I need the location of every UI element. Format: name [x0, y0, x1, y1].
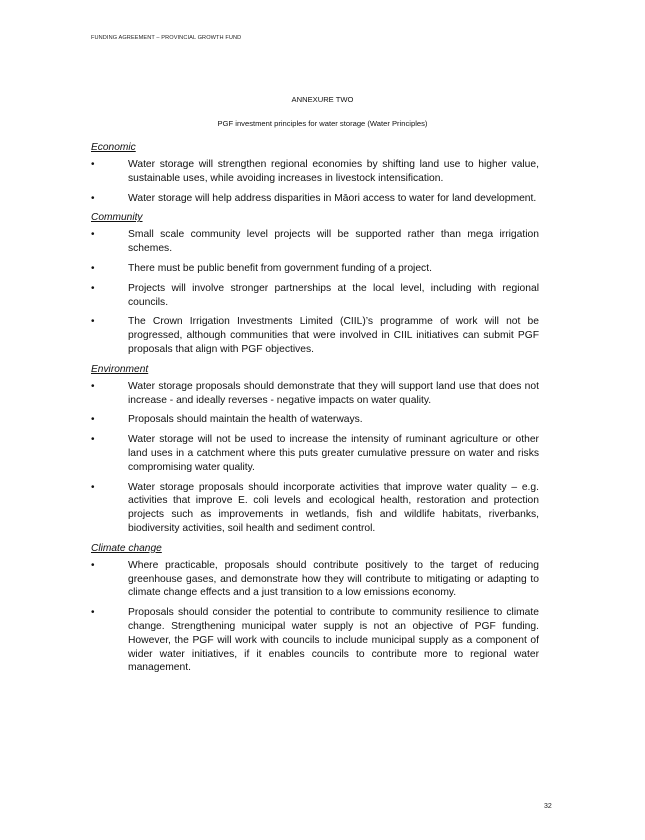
list-item — [91, 413, 539, 427]
bullet-icon: • — [91, 559, 95, 571]
bullet-icon: • — [91, 607, 95, 619]
section-community — [91, 211, 539, 356]
list-item — [91, 158, 539, 186]
list-item-text: Water storage will not be used to increase the intensity of ruminant agriculture or other land uses in a catchment where this puts greater cumulative pressure on water and risks compromising water quality. — [128, 434, 539, 473]
bullet-list — [91, 380, 539, 536]
page-number: 32 — [544, 803, 552, 810]
section-heading: Environment — [91, 363, 149, 375]
list-item-text: Where practicable, proposals should contribute positively to the target of reducing greenhouse gases, and demonstrate how they will contribute to mitigating or adapting to climate change effects and a just transition to a low emissions economy. — [128, 559, 539, 599]
running-header: FUNDING AGREEMENT – PROVINCIAL GROWTH FUND — [91, 35, 242, 41]
list-item-text: Water storage will help address disparities in Māori access to water for land development. — [128, 192, 537, 204]
bullet-icon: • — [91, 192, 95, 204]
list-item-text: Water storage proposals should incorporate activities that improve water quality – e.g. activities that improve E. coli levels and ecological health, restoration and protection projects such as improvements in wetlands, fish and wildlife habitats, riverbanks, biodiversity activities, soil health and sediment control. — [128, 481, 539, 534]
section-climate-change — [91, 542, 539, 675]
annexure-subtitle: PGF investment principles for water storage (Water Principles) — [217, 119, 428, 128]
bullet-icon: • — [91, 229, 95, 241]
list-item-text: Proposals should consider the potential to contribute to community resilience to climate change. Strengthening municipal water supply is not an objective of PGF funding. However, the PGF will work with councils to include municipal supply as a component of wider water initiatives, if it enables councils to contribute more to regional water management. — [128, 607, 539, 674]
list-item-text: The Crown Irrigation Investments Limited (CIIL)’s programme of work will not be progressed, although communities that were involved in CIIL initiatives can submit PGF proposals that align with PGF objectives. — [128, 316, 539, 355]
bullet-icon: • — [91, 434, 95, 446]
bullet-icon: • — [91, 414, 95, 426]
bullet-icon: • — [91, 262, 95, 274]
bullet-icon: • — [91, 316, 95, 328]
bullet-list — [91, 158, 539, 205]
section-heading: Community — [91, 212, 143, 224]
bullet-icon: • — [91, 481, 95, 493]
document-body — [91, 141, 539, 681]
bullet-icon: • — [91, 159, 95, 170]
list-item — [91, 559, 539, 600]
section-environment — [91, 363, 539, 536]
list-item-text: Small scale community level projects will be supported rather than mega irrigation schemes. — [128, 229, 539, 255]
section-economic — [91, 141, 539, 205]
bullet-icon: • — [91, 282, 95, 294]
bullet-icon: • — [91, 380, 95, 392]
list-item-text: Projects will involve stronger partnerships at the local level, including with regional councils. — [128, 282, 539, 308]
list-item-text: Water storage proposals should demonstrate that they will support land use that does not increase - and ideally reverses - negative impacts on water quality. — [128, 380, 539, 406]
list-item — [91, 282, 539, 310]
list-item — [91, 315, 539, 356]
list-item-text: Proposals should maintain the health of waterways. — [128, 414, 363, 426]
list-item — [91, 433, 539, 474]
list-item-text: There must be public benefit from government funding of a project. — [128, 262, 432, 274]
section-heading: Economic — [91, 142, 136, 153]
list-item — [91, 380, 539, 408]
list-item-text: Water storage will strengthen regional economies by shifting land use to higher value, sustainable uses, while avoiding increases in livestock intensification. — [128, 159, 539, 184]
list-item — [91, 262, 539, 276]
list-item — [91, 481, 539, 536]
bullet-list — [91, 228, 539, 356]
bullet-list — [91, 559, 539, 675]
list-item — [91, 192, 539, 206]
list-item — [91, 228, 539, 256]
annexure-title: ANNEXURE TWO — [291, 95, 354, 104]
list-item — [91, 606, 539, 675]
section-heading: Climate change — [91, 542, 162, 554]
